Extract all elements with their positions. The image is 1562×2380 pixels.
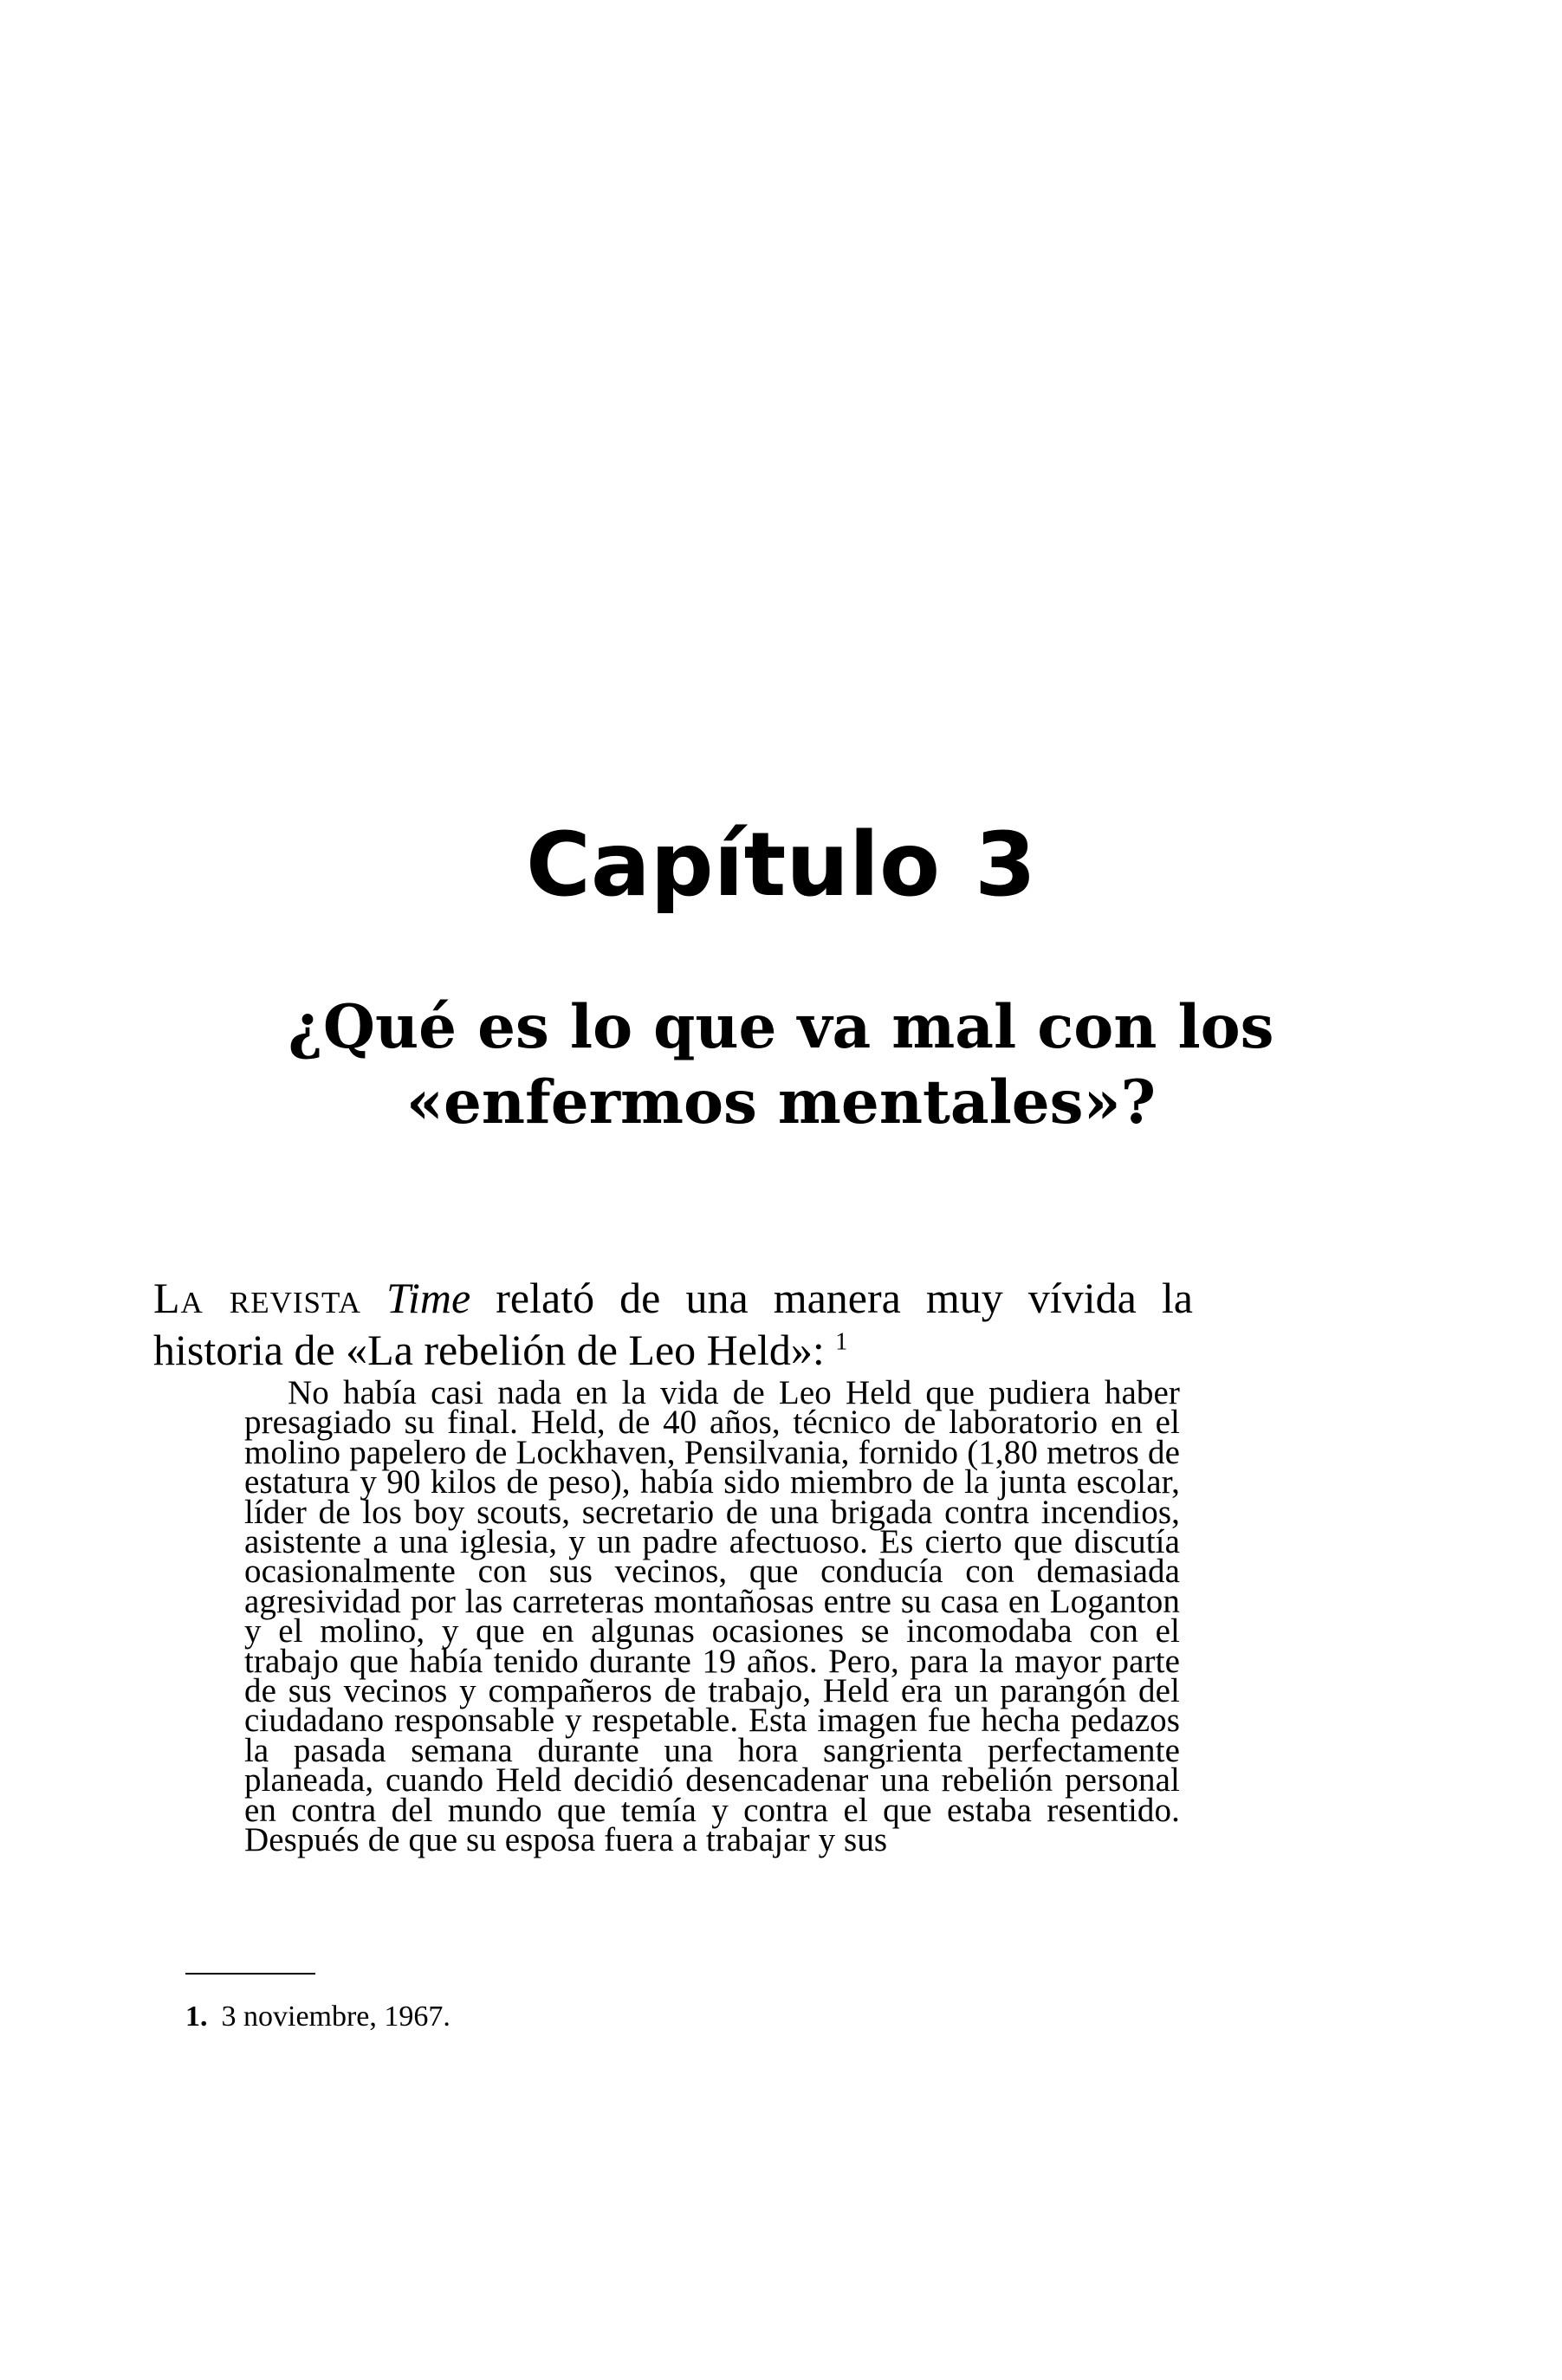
chapter-number: 3: [975, 814, 1037, 918]
footnote-number: 1.: [185, 2001, 208, 2033]
footnote-reference: 1: [835, 1328, 848, 1356]
chapter-heading: [0, 814, 1562, 918]
chapter-title-line-1: ¿Qué es lo que va mal con los: [288, 992, 1274, 1063]
block-quote: No había casi nada en la vida de Leo Held que pudiera haber presagiado su final. Held, de 40 años, técnico de laboratorio en el molino papelero de Lockhaven, Pensilvania, fornido (1,80 metros de estatura y 90 kilos de peso), había sido miembro de la junta escolar, líder de los boy scouts, secretario de una brigada contra incendios, asistente a una iglesia, y un padre afectuoso. Es cierto que discutía ocasionalmente con sus vecinos, que conducía con demasiada agresividad por las carreteras montañosas entre su casa en Loganton y el molino, y que en algunas ocasiones se incomodaba con el trabajo que había tenido durante 19 años. Pero, para la mayor parte de sus vecinos y compañeros de trabajo, Held era un parangón del ciudadano responsable y respetable. Esta imagen fue hecha pedazos la pasada semana durante una hora sangrienta perfectamente planeada, cuando Held decidió desencadenar una rebelión personal en contra del mundo que temía y contra el que estaba resentido. Después de que su esposa fuera a trabajar y sus: [244, 1374, 1180, 1859]
chapter-title-line-2: «enfermos mentales»?: [405, 1067, 1157, 1138]
footnote-divider: [185, 1973, 315, 1975]
chapter-label: Capítulo: [525, 814, 941, 918]
intro-smallcaps-lead: La revista: [153, 1274, 361, 1322]
intro-text: relató de una manera muy vívida la historia de «La rebelión de Leo Held»:: [153, 1274, 1194, 1374]
chapter-title: [0, 989, 1562, 1140]
footnote-text: 3 noviembre, 1967.: [221, 2001, 450, 2033]
magazine-name: Time: [386, 1274, 471, 1322]
intro-paragraph: [153, 1272, 1193, 1376]
footnote: [185, 2000, 450, 2034]
